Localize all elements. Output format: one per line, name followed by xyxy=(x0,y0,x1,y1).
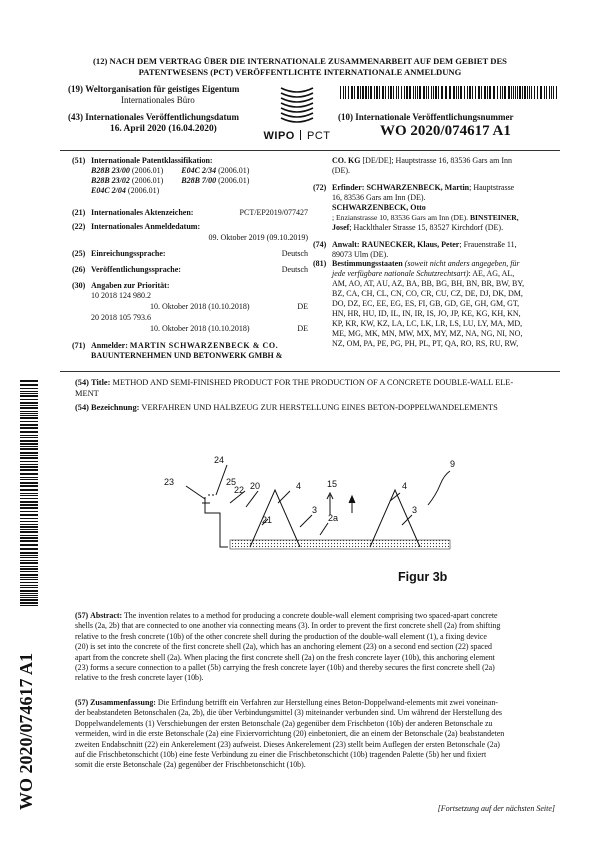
barcode-bar xyxy=(551,86,552,99)
barcode-bar xyxy=(481,86,482,99)
barcode-bar xyxy=(540,86,542,99)
barcode-bar xyxy=(20,555,38,556)
field-26: (26) Veröffentlichungssprache: Deutsch xyxy=(72,265,308,274)
inventor-3: Josef; Hacklthaler Strasse 15, 83527 Kirchdorf (DE). xyxy=(332,223,504,232)
fig-label-2a: 2a xyxy=(328,513,339,523)
priority-date-2: 10. Oktober 2018 (10.10.2018) DE xyxy=(150,324,308,333)
field-72: (72) Erfinder: SCHWARZENBECK, Martin; Hauptstrasse 16, 83536 Gars am Inn (DE). xyxy=(313,183,515,202)
barcode-bar xyxy=(20,477,38,478)
field-25: (25) Einreichungssprache: Deutsch xyxy=(72,249,308,258)
barcode-bar xyxy=(20,431,38,433)
barcode-bar xyxy=(20,427,38,429)
barcode-bar xyxy=(20,590,38,592)
barcode-bar xyxy=(20,407,38,409)
barcode-bar xyxy=(20,507,38,509)
barcode-bar xyxy=(20,552,38,554)
barcode-bar xyxy=(20,595,38,596)
barcode-bar xyxy=(20,531,38,533)
fig-label-25: 25 xyxy=(226,477,237,487)
barcode-bar xyxy=(385,86,386,99)
barcode-bar xyxy=(20,393,38,394)
barcode-bar xyxy=(388,86,389,99)
barcode-bar xyxy=(20,518,38,519)
barcode-bar xyxy=(20,599,38,601)
barcode-bar xyxy=(415,86,416,99)
barcode-bar xyxy=(472,86,473,99)
barcode-bar xyxy=(406,86,408,99)
barcode-bar xyxy=(20,498,38,499)
fig-label-24: 24 xyxy=(214,455,225,465)
barcode-bar xyxy=(362,86,364,99)
org-code: (19) xyxy=(68,84,83,94)
barcode-bar xyxy=(20,452,38,454)
inventor-2-addr: ; Enzianstrasse 10, 83536 Gars am Inn (DE). BINSTEINER, xyxy=(332,213,519,222)
barcode-bar xyxy=(20,415,38,416)
barcode-bar xyxy=(456,86,457,99)
fig-label-4a: 4 xyxy=(296,481,302,491)
abstract-de: (57) Zusammenfassung: Die Erfindung betrifft ein Verfahren zur Herstellung eines Beton-Doppelwand-elements mit zwei voneinan- der beabstandeten Betonschalen (2a, 2b), die über Verbindungsmittel (3) miteinander verbunden sind. Um während der Herstellung des Doppelwandelements (1) Verschiebungen der ersten Betonschale (2a) gegenüber dem Frischbeton (10b) der anderen Betonschale zu vermeiden, wird in die erste Betonschale (2a) eine Fixiervorrichtung (20) einbetoniert, die an einem der Betonschale (2a) beabstandeten zweiten Endabschnitt (22) ein Ankerelement (23) aufweist. Dieses Ankerelement (23) stellt beim Auflegen der ersten Betonschale (2a) auf die Frischbetonschicht (10b) eine feste Verbindung zu einer die Frischbetonschicht (10b) tragenden Palette (5b) her und fixiert somit die erste Betonschale (2a) gegenüber der Frischbetonschicht (10b). xyxy=(75,698,505,770)
pubnum-value: WO 2020/074617 A1 xyxy=(380,123,511,139)
barcode-bar xyxy=(20,446,38,447)
barcode-bar xyxy=(417,86,418,99)
barcode-bar xyxy=(401,86,402,99)
fig-label-23: 23 xyxy=(164,477,175,487)
barcode-bar xyxy=(365,86,367,99)
barcode-bar xyxy=(20,479,38,480)
barcode-bar xyxy=(382,86,384,99)
barcode-bar xyxy=(423,86,425,99)
barcode-bar xyxy=(20,435,38,436)
barcode-bar xyxy=(20,593,38,594)
barcode-bar xyxy=(529,86,530,99)
barcode-bar xyxy=(370,86,372,99)
barcode-bar xyxy=(379,86,380,99)
barcode-bar xyxy=(351,86,353,99)
wipo-logo xyxy=(262,82,332,148)
barcode-bar xyxy=(20,413,38,414)
barcode-bar xyxy=(360,86,361,99)
barcode-bar xyxy=(345,86,346,99)
priority-number-2: 20 2018 105 793.6 xyxy=(91,313,151,322)
barcode-bar xyxy=(20,380,38,382)
pubnum-code: (10) xyxy=(338,112,353,122)
application-number: PCT/EP2019/077427 xyxy=(239,208,308,217)
barcode-bar xyxy=(20,526,38,528)
figure-caption: Figur 3b xyxy=(398,570,448,584)
barcode-bar xyxy=(537,86,538,99)
fig-label-22: 22 xyxy=(234,485,245,495)
barcode-bar xyxy=(419,86,421,99)
barcode-bar xyxy=(517,86,518,99)
barcode-bar xyxy=(497,86,498,99)
pubnum-label: Internationale Veröffentlichungsnummer xyxy=(355,112,514,122)
barcode-bar xyxy=(438,86,439,99)
barcode-bar xyxy=(484,86,486,99)
filing-date: 09. Oktober 2019 (09.10.2019) xyxy=(208,233,308,242)
barcode-bar xyxy=(20,482,38,484)
barcode-bar xyxy=(475,86,476,99)
barcode-bar xyxy=(20,566,38,567)
barcode-bar xyxy=(20,473,38,475)
barcode-bar xyxy=(20,388,38,389)
abstract-en: (57) Abstract: The invention relates to a method for producing a concrete double-wall element comprising two spaced-apart concrete shells (2a, 2b) that are connected to one another via connecting means (3). In order to prevent the first concrete shell (2a) from shifting relative to the fresh concrete (10b) of the other concrete shell during the production of the double-wall element (1), a fixing device (20) is set into the concrete of the first concrete shell (2a), which has an anchoring element (23) on a second end section (22) spaced apart from the concrete shell (2a). When placing the first concrete shell (2a) on the fresh concrete layer (10b), this anchoring element (23) forms a secure connection to a pallet (5b) carrying the fresh concrete layer (10b) and thereby secures the first concrete shell (2a) relative to the fresh concrete layer (10b). xyxy=(75,611,501,683)
barcode-bar xyxy=(478,86,480,99)
barcode-bar xyxy=(20,402,38,404)
fig-label-15: 15 xyxy=(327,479,338,489)
barcode-bar xyxy=(464,86,465,99)
barcode-bar xyxy=(519,86,521,99)
barcode-bar xyxy=(20,391,38,392)
field-81: (81) Bestimmungsstaaten (soweit nicht anders angegeben, für jede verfügbare nationale Schutzrechtsart): AE, AG, AL, AM, AO, AT, AU, AZ, BA, BB, BG, BH, BN, BR, BW, BY, BZ, CA, CH, CL, CN, CO, CR, CU, CZ, DE, DJ, DK, DM, DO, DZ, EC, EE, EG, ES, FI, GB, GD, GE, GH, GM, GT, HN, HR, HU, ID, IL, IN, IR, IS, JO, JP, KE, KG, KH, KN, KP, KR, KW, KZ, LA, LC, LK, LR, LS, LU, LY, MA, MD, ME, MG, MK, MN, MW, MX, MY, MZ, NA, NG, NI, NO, NZ, OM, PA, PE, PG, PH, PL, PT, QA, RO, RS, RU, RW, xyxy=(313,259,525,348)
barcode-bar xyxy=(433,86,434,99)
barcode-bar xyxy=(515,86,516,99)
barcode-bar xyxy=(467,86,468,99)
barcode-bar xyxy=(20,585,38,586)
barcode-bar xyxy=(534,86,535,99)
fig-label-9: 9 xyxy=(450,459,456,469)
ipc-classes: B28B 23/00 (2006.01) E04C 2/34 (2006.01) B28B 23/02 (2006.01) B28B 7/00 (2006.01) E04C 2/04 (2006.01) xyxy=(91,166,250,195)
barcode-bar xyxy=(20,602,38,604)
barcode-bar xyxy=(500,86,501,99)
barcode-bar xyxy=(544,86,545,99)
barcode-bar xyxy=(20,571,38,572)
barcode-bar xyxy=(20,455,38,456)
barcode-bar xyxy=(20,411,38,412)
field-51: (51) Internationale Patentklassifikation: xyxy=(72,156,213,165)
barcode-bar xyxy=(20,514,38,516)
barcode-bar xyxy=(20,511,38,512)
org-name: Weltorganisation für geistiges Eigentum xyxy=(85,84,240,94)
barcode-horizontal xyxy=(340,86,560,99)
barcode-bar xyxy=(20,597,38,598)
barcode-bar xyxy=(20,485,38,487)
barcode-bar xyxy=(20,605,38,606)
barcode-bar xyxy=(449,86,451,99)
field-71: (71) Anmelder: MARTIN SCHWARZENBECK & CO. BAUUNTERNEHMEN UND BETONWERK GMBH & xyxy=(72,341,283,360)
barcode-bar xyxy=(20,537,38,539)
priority-number-1: 10 2018 124 980.2 xyxy=(91,291,151,300)
barcode-bar xyxy=(522,86,523,99)
inventor-2: SCHWARZENBECK, Otto xyxy=(332,203,426,212)
barcode-bar xyxy=(20,574,38,576)
barcode-bar xyxy=(20,440,38,442)
barcode-bar xyxy=(20,405,38,406)
barcode-bar xyxy=(348,86,349,99)
barcode-bar xyxy=(390,86,392,99)
barcode-bar xyxy=(20,437,38,438)
barcode-bar xyxy=(508,86,510,99)
barcode-bar xyxy=(20,489,38,491)
barcode-bar xyxy=(343,86,344,99)
barcode-bar xyxy=(20,493,38,494)
barcode-bar xyxy=(20,443,38,445)
wipo-logo-text: WIPO xyxy=(263,130,295,142)
barcode-bar xyxy=(20,568,38,570)
barcode-bar xyxy=(340,86,341,99)
barcode-bar xyxy=(20,524,38,525)
barcode-bar xyxy=(374,86,375,99)
fig-label-20: 20 xyxy=(250,481,261,491)
barcode-bar xyxy=(511,86,512,99)
barcode-bar xyxy=(20,504,38,506)
barcode-bar xyxy=(20,535,38,536)
barcode-bar xyxy=(398,86,399,99)
barcode-bar xyxy=(531,86,532,99)
barcode-bar xyxy=(549,86,550,99)
header-divider xyxy=(60,150,560,151)
barcode-bar xyxy=(393,86,394,99)
barcode-bar xyxy=(431,86,432,99)
publication-date xyxy=(68,111,239,135)
barcode-bar xyxy=(460,86,462,99)
applicant-cont: CO. KG [DE/DE]; Hauptstrasse 16, 83536 Gars am Inn (DE). xyxy=(332,156,512,175)
barcode-bar xyxy=(20,521,38,522)
barcode-bar xyxy=(20,557,38,558)
barcode-bar xyxy=(368,86,369,99)
barcode-bar xyxy=(493,86,495,99)
barcode-bar xyxy=(487,86,488,99)
field-30: (30) Angaben zur Priorität: xyxy=(72,281,170,290)
title-de: (54) Bezeichnung: VERFAHREN UND HALBZEUG ZUR HERSTELLUNG EINES BETON-DOPPELWANDELEMENTS xyxy=(75,403,498,412)
barcode-bar xyxy=(513,86,514,99)
header-line-2: PATENTWESENS (PCT) VERÖFFENTLICHTE INTERNATIONALE ANMELDUNG xyxy=(138,67,462,77)
organization xyxy=(68,84,239,106)
barcode-bar xyxy=(527,86,528,99)
barcode-bar xyxy=(445,86,447,99)
barcode-bar xyxy=(20,417,38,419)
barcode-bar xyxy=(409,86,411,99)
barcode-bar xyxy=(20,577,38,578)
barcode-bar xyxy=(20,461,38,462)
barcode-bar xyxy=(20,384,38,386)
barcode-bar xyxy=(20,424,38,426)
field-74: (74) Anwalt: RAUNECKER, Klaus, Peter; Frauenstraße 11, 89073 Ulm (DE). xyxy=(313,240,517,259)
barcode-bar xyxy=(20,399,38,400)
barcode-bar xyxy=(553,86,554,99)
barcode-bar xyxy=(556,86,557,99)
barcode-bar xyxy=(20,544,38,546)
barcode-bar xyxy=(504,86,506,99)
fig-label-3b: 3 xyxy=(412,505,418,515)
barcode-bar xyxy=(20,579,38,580)
barcode-vertical xyxy=(20,380,38,610)
barcode-bar xyxy=(20,560,38,561)
barcode-bar xyxy=(20,395,38,397)
fig-label-4b: 4 xyxy=(402,481,408,491)
barcode-bar xyxy=(396,86,397,99)
priority-date-1: 10. Oktober 2018 (10.10.2018) DE xyxy=(150,302,308,311)
barcode-bar xyxy=(524,86,526,99)
continuation-note: [Fortsetzung auf der nächsten Seite] xyxy=(437,804,555,813)
barcode-bar xyxy=(20,457,38,459)
barcode-bar xyxy=(413,86,414,99)
bib-divider xyxy=(60,371,560,372)
org-sub: Internationales Büro xyxy=(121,95,195,105)
barcode-bar xyxy=(404,86,405,99)
barcode-bar xyxy=(20,495,38,496)
fig-label-21: 21 xyxy=(262,515,273,525)
side-number-wrap: WO 2020/074617 A1 xyxy=(16,652,36,810)
barcode-bar xyxy=(469,86,471,99)
document-header xyxy=(40,56,560,78)
barcode-bar xyxy=(20,582,38,583)
barcode-bar xyxy=(20,501,38,503)
barcode-bar xyxy=(20,587,38,588)
barcode-bar xyxy=(357,86,359,99)
barcode-bar xyxy=(20,562,38,564)
barcode-bar xyxy=(458,86,459,99)
barcode-bar xyxy=(376,86,378,99)
barcode-bar xyxy=(354,86,355,99)
barcode-bar xyxy=(20,421,38,422)
barcode-bar xyxy=(20,464,38,465)
barcode-bar xyxy=(502,86,503,99)
field-22: (22) Internationales Anmeldedatum: xyxy=(72,222,201,231)
barcode-bar xyxy=(20,540,38,542)
barcode-bar xyxy=(435,86,437,99)
wipo-emblem-icon xyxy=(277,82,317,126)
pubdate-code: (43) xyxy=(68,112,83,122)
barcode-bar xyxy=(20,529,38,530)
title-en: (54) Title: METHOD AND SEMI-FINISHED PRODUCT FOR THE PRODUCTION OF A CONCRETE DOUBLE-WALL ELE- MENT xyxy=(75,378,514,398)
pubdate-value: 16. April 2020 (16.04.2020) xyxy=(110,124,217,134)
publication-number xyxy=(338,111,514,140)
barcode-bar xyxy=(441,86,443,99)
pubdate-label: Internationales Veröffentlichungsdatum xyxy=(85,112,240,122)
barcode-bar xyxy=(546,86,547,99)
barcode-bar xyxy=(20,448,38,450)
pct-logo-text: PCT xyxy=(306,130,331,142)
barcode-bar xyxy=(426,86,427,99)
barcode-bar xyxy=(453,86,455,99)
barcode-bar xyxy=(20,548,38,550)
barcode-bar xyxy=(428,86,429,99)
field-21: (21) Internationales Aktenzeichen: PCT/EP2019/077427 xyxy=(72,208,308,217)
header-line-1: (12) NACH DEM VERTRAG ÜBER DIE INTERNATIONALE ZUSAMMENARBEIT AUF DEM GEBIET DES xyxy=(93,56,507,66)
fig-label-3a: 3 xyxy=(312,505,318,515)
barcode-bar xyxy=(489,86,491,99)
barcode-bar xyxy=(20,469,38,471)
barcode-bar xyxy=(20,466,38,468)
